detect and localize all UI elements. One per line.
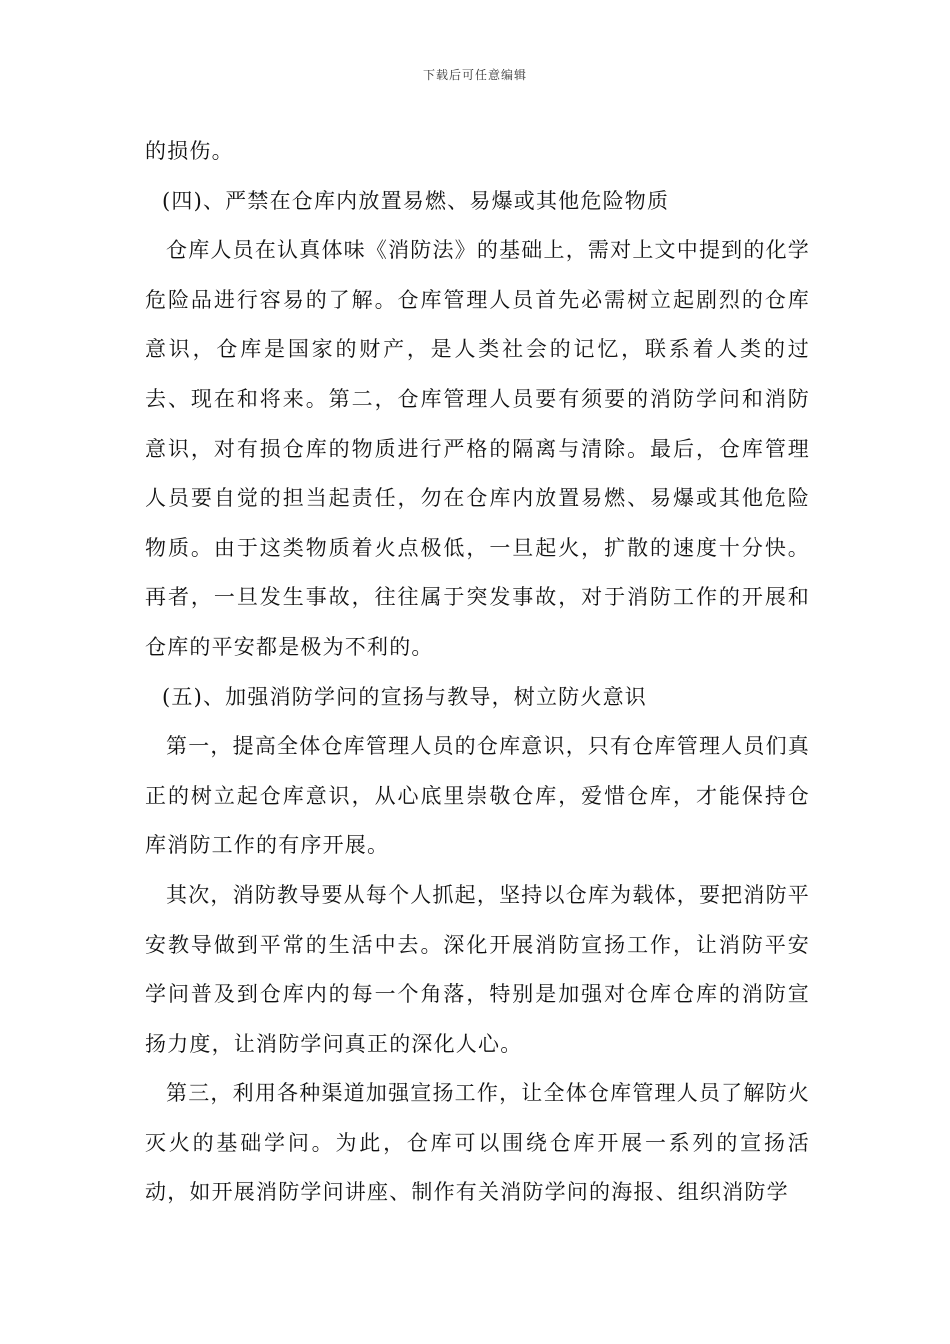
section-heading-5: (五)、加强消防学问的宣扬与教导，树立防火意识 (162, 684, 647, 709)
document-body (145, 127, 810, 1218)
section-heading-4: (四)、严禁在仓库内放置易燃、易爆或其他危险物质 (162, 188, 670, 213)
paragraph-body: 其次，消防教导要从每个人抓起，坚持以仓库为载体，要把消防平安教导做到平常的生活中去。深化开展消防宣扬工作，让消防平安学问普及到仓库内的每一个角落，特别是加强对仓库仓库的消防宣扬力度，让消防学问真正的深化人心。 (145, 882, 810, 1056)
page-header-note: 下载后可任意编辑 (422, 68, 527, 82)
paragraph-body: 仓库人员在认真体味《消防法》的基础上，需对上文中提到的化学危险品进行容易的了解。仓库管理人员首先必需树立起剧烈的仓库意识，仓库是国家的财产，是人类社会的记忆，联系着人类的过去、现在和将来。第二，仓库管理人员要有须要的消防学问和消防意识，对有损仓库的物质进行严格的隔离与清除。最后，仓库管理人员要自觉的担当起责任，勿在仓库内放置易燃、易爆或其他危险物质。由于这类物质着火点极低，一旦起火，扩散的速度十分快。再者，一旦发生事故，往往属于突发事故，对于消防工作的开展和仓库的平安都是极为不利的。 (145, 238, 810, 659)
paragraph-body: 第一，提高全体仓库管理人员的仓库意识，只有仓库管理人员们真正的树立起仓库意识，从心底里崇敬仓库，爱惜仓库，才能保持仓库消防工作的有序开展。 (145, 734, 810, 858)
paragraph-body: 第三，利用各种渠道加强宣扬工作，让全体仓库管理人员了解防火灭火的基础学问。为此，仓库可以围绕仓库开展一系列的宣扬活动，如开展消防学问讲座、制作有关消防学问的海报、组织消防学 (145, 1081, 810, 1205)
paragraph-continuation: 的损伤。 (145, 139, 234, 163)
